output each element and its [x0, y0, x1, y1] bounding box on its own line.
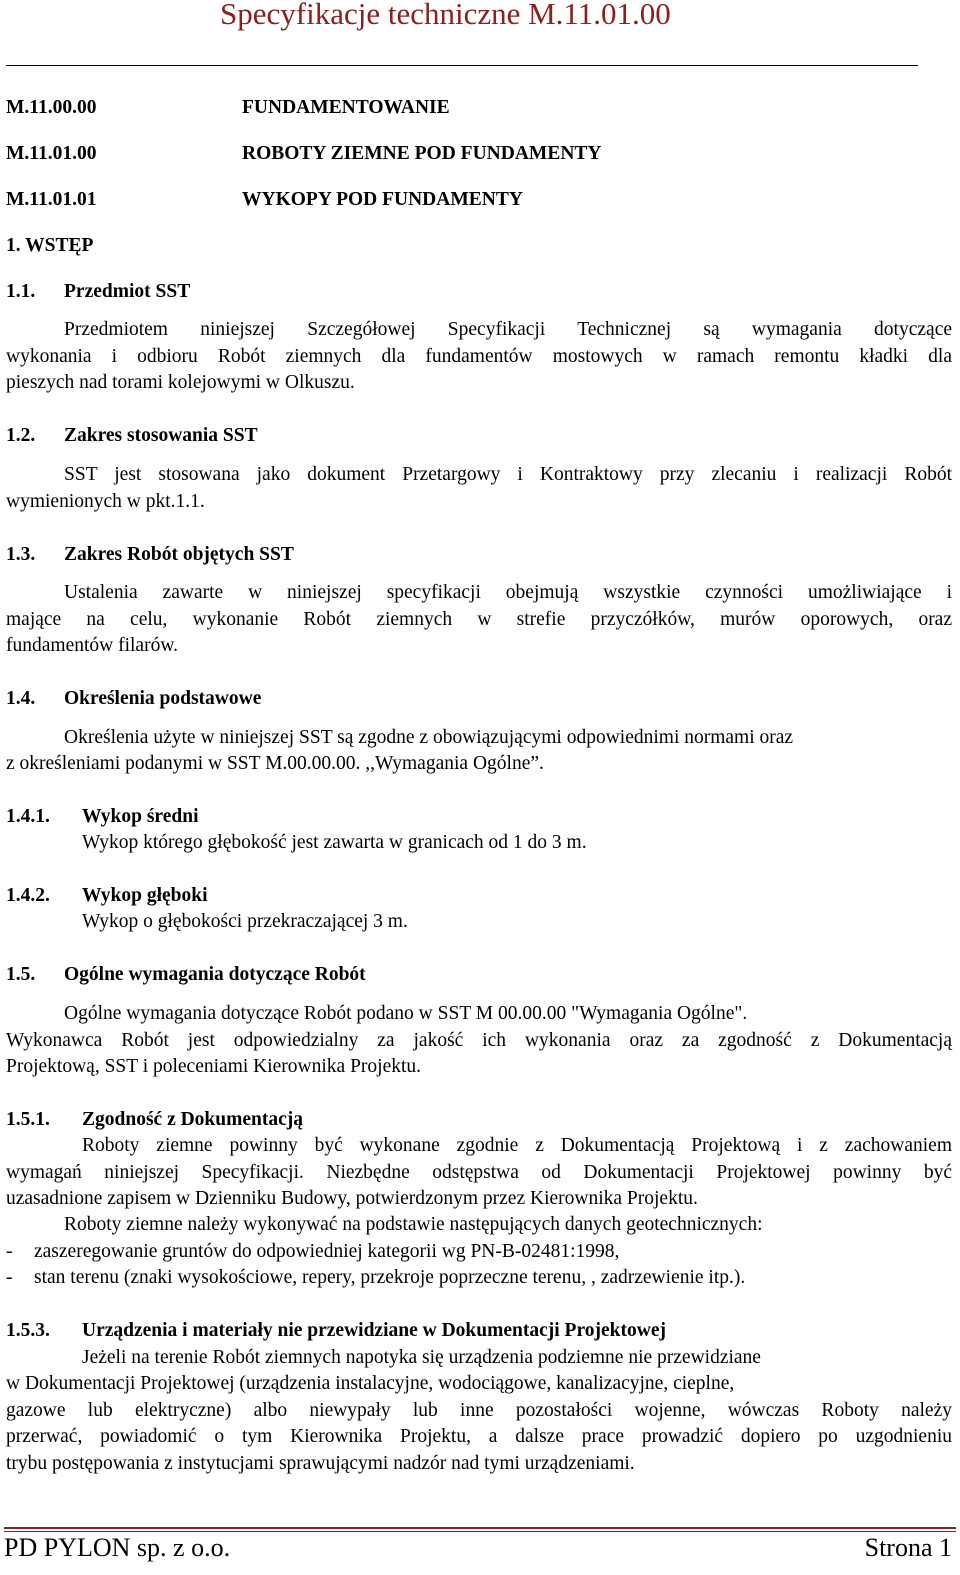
paragraph-line: Określenia użyte w niniejszej SST są zgodne z obowiązującymi odpowiednimi normami oraz [64, 727, 794, 748]
section-heading [6, 279, 190, 305]
paragraph-line: przerwać, powiadomić o tym Kierownika Projektu, a dalsze prace prowadzić dopiero po uzgodnieniu [6, 1426, 952, 1447]
paragraph-line: wymienionych w pkt.1.1. [6, 491, 205, 512]
header-rule [6, 65, 918, 66]
section-number: 1.4.1. [6, 806, 50, 827]
section-heading [6, 883, 208, 909]
paragraph-line: wykonania i odbioru Robót ziemnych dla fundamentów mostowych w ramach remontu kładki dla [6, 346, 952, 367]
footer-rule [4, 1527, 956, 1529]
code-row [6, 95, 450, 121]
section-title: Zakres stosowania SST [64, 425, 258, 446]
section-title: Określenia podstawowe [64, 688, 262, 709]
section-number: 1.2. [6, 425, 36, 446]
paragraph-line: Przedmiotem niniejszej Szczegółowej Specyfikacji Technicznej są wymagania dotyczące [64, 319, 952, 340]
paragraph-line: Roboty ziemne należy wykonywać na podstawie następujących danych geotechnicznych: [64, 1214, 763, 1235]
section-heading [6, 1107, 303, 1133]
section-title: Zakres Robót objętych SST [64, 544, 294, 565]
footer-company: PD PYLON sp. z o.o. [4, 1533, 231, 1562]
section-title: Wykop głęboki [82, 885, 208, 906]
code-number: M.11.01.01 [6, 189, 97, 210]
section-number: 1.5. [6, 964, 36, 985]
code-row [6, 187, 523, 213]
paragraph-line: Wykonawca Robót jest odpowiedzialny za jakość ich wykonania oraz za zgodność z Dokumentacją [6, 1030, 952, 1051]
footer-rule [4, 1531, 956, 1532]
section-number: 1.4.2. [6, 885, 50, 906]
list-item-text: zaszeregowanie gruntów do odpowiedniej kategorii wg PN-B-02481:1998, [34, 1241, 620, 1262]
code-title: WYKOPY POD FUNDAMENTY [242, 189, 523, 210]
list-item [6, 1239, 619, 1265]
code-row [6, 141, 602, 167]
section-title: Wykop średni [82, 806, 199, 827]
section-number: 1.1. [6, 281, 36, 302]
code-title: ROBOTY ZIEMNE POD FUNDAMENTY [242, 143, 602, 164]
bullet-mark: - [6, 1241, 13, 1262]
section-heading [6, 1318, 666, 1344]
paragraph-line: mające na celu, wykonanie Robót ziemnych w strefie przyczółków, murów oporowych, oraz [6, 609, 952, 630]
code-number: M.11.00.00 [6, 97, 97, 118]
paragraph-line: trybu postępowania z instytucjami sprawującymi nadzór nad tymi urządzeniami. [6, 1453, 635, 1474]
section-title: Urządzenia i materiały nie przewidziane w Dokumentacji Projektowej [82, 1320, 666, 1341]
section-heading [6, 542, 294, 568]
paragraph-line: Ustalenia zawarte w niniejszej specyfikacji obejmują wszystkie czynności umożliwiające i [64, 582, 952, 603]
section-title: Zgodność z Dokumentacją [82, 1109, 304, 1130]
section-heading [6, 804, 199, 830]
section-number: 1.3. [6, 544, 36, 565]
paragraph-line: gazowe lub elektryczne) albo niewypały lub inne pozostałości wojenne, wówczas Roboty należy [6, 1400, 952, 1421]
section-title: Ogólne wymagania dotyczące Robót [64, 964, 366, 985]
paragraph-line: wymagań niniejszej Specyfikacji. Niezbędne odstępstwa od Dokumentacji Projektowej powinny być [6, 1162, 952, 1183]
footer-page-number: Strona 1 [864, 1533, 952, 1562]
paragraph-line: Roboty ziemne powinny być wykonane zgodnie z Dokumentacją Projektową i z zachowaniem [82, 1135, 952, 1156]
section-number: 1.4. [6, 688, 36, 709]
section-title: Przedmiot SST [64, 281, 191, 302]
paragraph-line: pieszych nad torami kolejowymi w Olkuszu. [6, 372, 355, 393]
header-title: Specyfikacje techniczne M.11.01.00 [220, 0, 671, 31]
section-number: 1.5.3. [6, 1320, 50, 1341]
paragraph-line: Ogólne wymagania dotyczące Robót podano w SST M 00.00.00 "Wymagania Ogólne". [64, 1003, 748, 1024]
section-heading [6, 423, 258, 449]
paragraph-line: w Dokumentacji Projektowej (urządzenia instalacyjne, wodociągowe, kanalizacyjne, cieplne, [6, 1373, 735, 1394]
paragraph-line: uzasadnione zapisem w Dzienniku Budowy, potwierdzonym przez Kierownika Projektu. [6, 1188, 698, 1209]
paragraph-line: Wykop o głębokości przekraczającej 3 m. [82, 911, 408, 932]
section-heading [6, 686, 261, 712]
paragraph-line: Jeżeli na terenie Robót ziemnych napotyka się urządzenia podziemne nie przewidziane [82, 1347, 761, 1368]
paragraph-line: SST jest stosowana jako dokument Przetargowy i Kontraktowy przy zlecaniu i realizacji Robót [64, 464, 952, 485]
code-title: FUNDAMENTOWANIE [242, 97, 450, 118]
code-number: M.11.01.00 [6, 143, 97, 164]
section-heading: 1. WSTĘP [6, 235, 94, 256]
paragraph-line: z określeniami podanymi w SST M.00.00.00. ,,Wymagania Ogólne”. [6, 753, 544, 774]
list-item-text: stan terenu (znaki wysokościowe, repery, przekroje poprzeczne terenu, , zadrzewienie itp.). [34, 1267, 746, 1288]
list-item [6, 1265, 745, 1291]
paragraph-line: fundamentów filarów. [6, 635, 179, 656]
section-number: 1.5.1. [6, 1109, 50, 1130]
paragraph-line: Projektową, SST i poleceniami Kierownika Projektu. [6, 1056, 422, 1077]
paragraph-line: Wykop którego głębokość jest zawarta w granicach od 1 do 3 m. [82, 832, 587, 853]
bullet-mark: - [6, 1267, 13, 1288]
section-heading [6, 962, 366, 988]
